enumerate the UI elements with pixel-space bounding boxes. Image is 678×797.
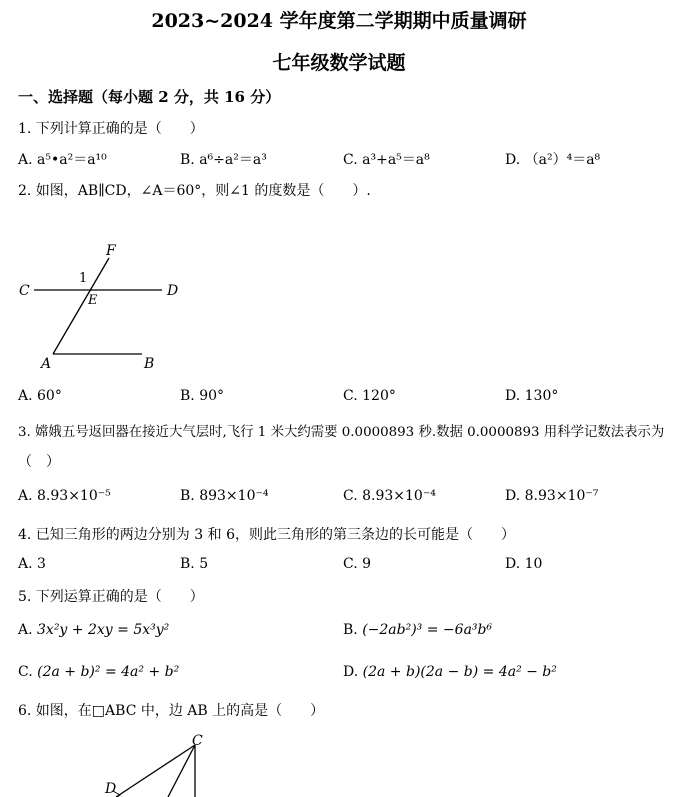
option-label: A. bbox=[18, 556, 33, 572]
option-text: 5 bbox=[199, 556, 209, 572]
question-1-option-a bbox=[18, 149, 107, 169]
question-5-option-a bbox=[18, 622, 169, 638]
question-3-option-c bbox=[343, 488, 436, 504]
option-text: 3x²y + 2xy = 5x³y² bbox=[37, 622, 170, 638]
option-label: C. bbox=[343, 556, 358, 572]
option-label: C. bbox=[18, 664, 33, 680]
option-text: 3 bbox=[37, 556, 46, 572]
question-6-figure bbox=[0, 725, 260, 797]
option-text: (2a + b)² = 4a² + b² bbox=[37, 664, 180, 680]
side-line bbox=[116, 745, 195, 797]
question-4-option-c bbox=[343, 556, 371, 572]
option-label: C. bbox=[343, 388, 358, 404]
option-text: 120° bbox=[362, 388, 396, 404]
option-text: 60° bbox=[37, 388, 62, 404]
option-label: D. bbox=[343, 664, 359, 680]
question-5-option-d bbox=[343, 664, 557, 680]
exam-subtitle: 七年级数学试题 bbox=[272, 52, 406, 74]
option-label: B. bbox=[343, 622, 358, 638]
option-label: A. bbox=[18, 488, 33, 504]
question-1-option-b bbox=[180, 149, 267, 169]
option-label: D. bbox=[505, 388, 521, 404]
option-text: a⁵•a²＝a¹⁰ bbox=[37, 152, 107, 168]
label-a: A bbox=[41, 356, 52, 372]
option-label: B. bbox=[180, 556, 195, 572]
option-text: (2a + b)(2a − b) = 4a² − b² bbox=[362, 664, 557, 680]
option-label: C. bbox=[343, 152, 358, 168]
option-label: A. bbox=[18, 152, 33, 168]
label-c: C bbox=[19, 283, 30, 299]
question-5-option-c bbox=[18, 664, 179, 680]
option-text: 8.93×10⁻⁷ bbox=[524, 488, 599, 504]
option-label: B. bbox=[180, 488, 195, 504]
question-3-stem-line-2: （ ） bbox=[18, 454, 60, 470]
option-label: D. bbox=[505, 556, 521, 572]
question-2-option-d bbox=[505, 388, 558, 404]
option-text: (−2ab²)³ = −6a³b⁶ bbox=[362, 622, 493, 638]
question-5-option-b bbox=[343, 622, 492, 638]
option-label: A. bbox=[18, 388, 33, 404]
option-text: 9 bbox=[362, 556, 372, 572]
question-3-option-d bbox=[505, 488, 598, 504]
question-4-option-d bbox=[505, 556, 542, 572]
label-f: F bbox=[106, 243, 116, 259]
question-2-option-c bbox=[343, 388, 396, 404]
option-text: 90° bbox=[199, 388, 225, 404]
option-text: 8.93×10⁻⁴ bbox=[362, 488, 436, 504]
option-label: A. bbox=[18, 622, 33, 638]
question-1-stem: 1. 下列计算正确的是（ ） bbox=[18, 121, 204, 137]
question-3-option-b bbox=[180, 488, 268, 504]
question-2-stem: 2. 如图，AB∥CD，∠A＝60°，则∠1 的度数是（ ）. bbox=[18, 183, 371, 199]
option-text: a³+a⁵＝a⁸ bbox=[362, 152, 430, 168]
label-e: E bbox=[88, 293, 98, 308]
question-2-option-a bbox=[18, 388, 62, 404]
section-heading: 一、选择题（每小题 2 分，共 16 分） bbox=[18, 88, 281, 106]
option-label: B. bbox=[180, 388, 195, 404]
option-text: 8.93×10⁻⁵ bbox=[37, 488, 111, 504]
question-2-figure bbox=[0, 235, 200, 380]
question-3-stem-line-1: 3. 嫦娥五号返回器在接近大气层时,飞行 1 米大约需要 0.0000893 秒.数据 0.0000893 用科学记数法表示为 bbox=[18, 425, 665, 440]
label-c: C bbox=[192, 733, 203, 749]
option-text: （a²）⁴＝a⁸ bbox=[524, 152, 601, 168]
question-6-stem: 6. 如图，在□ABC 中，边 AB 上的高是（ ） bbox=[18, 703, 325, 719]
option-text: 130° bbox=[524, 388, 559, 404]
exam-title: 2023~2024 学年度第二学期期中质量调研 bbox=[151, 10, 527, 32]
question-3-option-a bbox=[18, 488, 111, 504]
question-1-option-c bbox=[343, 149, 430, 169]
option-label: D. bbox=[505, 488, 521, 504]
question-5-stem: 5. 下列运算正确的是（ ） bbox=[18, 589, 204, 605]
option-text: 893×10⁻⁴ bbox=[199, 488, 269, 504]
inner-line bbox=[168, 745, 195, 797]
question-4-option-b bbox=[180, 556, 208, 572]
option-label: B. bbox=[180, 152, 195, 168]
question-4-option-a bbox=[18, 556, 46, 572]
question-4-stem: 4. 已知三角形的两边分别为 3 和 6，则此三角形的第三条边的长可能是（ ） bbox=[18, 527, 515, 543]
label-d: D bbox=[105, 781, 117, 797]
option-text: 10 bbox=[524, 556, 543, 572]
question-2-option-b bbox=[180, 388, 224, 404]
label-b: B bbox=[144, 356, 155, 372]
option-label: D. bbox=[505, 152, 521, 168]
label-d: D bbox=[167, 283, 179, 299]
option-text: a⁶÷a²＝a³ bbox=[199, 152, 267, 168]
question-1-option-d bbox=[505, 149, 600, 169]
label-angle-1: 1 bbox=[79, 271, 88, 286]
option-label: C. bbox=[343, 488, 358, 504]
